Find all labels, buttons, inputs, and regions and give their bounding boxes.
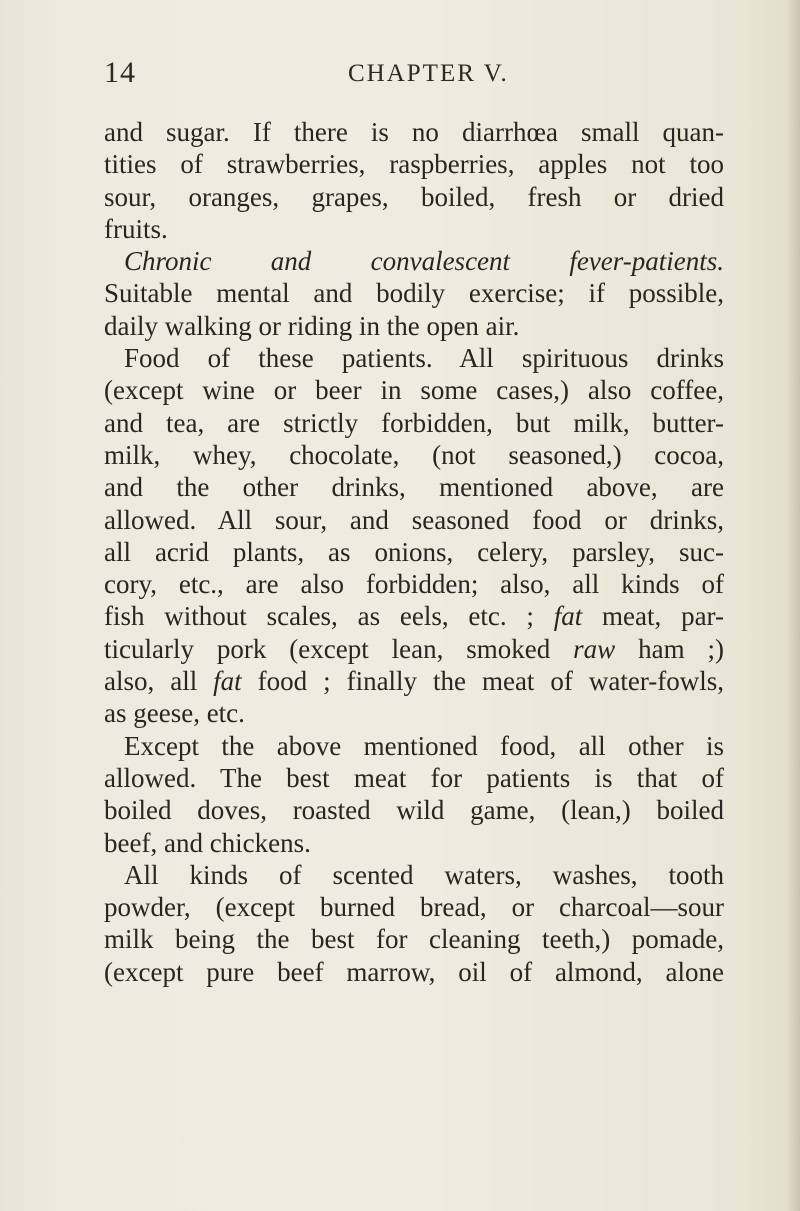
text-line: beef, and chickens. xyxy=(104,827,311,858)
text-line xyxy=(104,600,724,632)
text-line: and sugar. If there is no diarrhœa small quan- xyxy=(104,117,724,147)
text-run: ham ;) xyxy=(638,633,724,664)
text-line xyxy=(104,633,724,665)
text-run: ticularly pork (except lean, smoked xyxy=(104,633,551,664)
text-run: food ; finally the meat of water-fowls, xyxy=(257,666,724,697)
text-line: (except pure beef marrow, oil of almond, alone xyxy=(104,956,724,987)
text-line: tities of strawberries, raspberries, apples not too xyxy=(104,149,724,180)
text-run: fish without scales, as eels, etc. ; xyxy=(104,601,534,632)
italic-word: fat xyxy=(213,666,242,697)
italic-word: fat xyxy=(553,601,583,632)
text-line: cory, etc., are also forbidden; also, all kinds of xyxy=(104,569,724,600)
text-line: powder, (except burned bread, or charcoal—sour xyxy=(104,892,724,923)
page-header xyxy=(104,56,724,96)
text-line: boiled doves, roasted wild game, (lean,) boiled xyxy=(104,795,724,826)
section-heading xyxy=(104,245,724,277)
text-run: meat, par- xyxy=(602,601,724,632)
text-line: (except wine or beer in some cases,) also coffee, xyxy=(104,375,724,406)
italic-word: raw xyxy=(573,633,616,664)
text-line: all acrid plants, as onions, celery, parsley, suc- xyxy=(104,536,724,567)
text-line: allowed. The best meat for patients is that of xyxy=(104,762,724,793)
text-line: milk, whey, chocolate, (not seasoned,) cocoa, xyxy=(104,439,724,470)
text-line: Suitable mental and bodily exercise; if possible, xyxy=(104,278,724,309)
section-heading-text: Chronic and convalescent fever-patients. xyxy=(124,246,724,277)
text-run: also, all xyxy=(104,666,198,697)
text-line: Food of these patients. All spirituous drinks xyxy=(124,343,724,374)
text-line: allowed. All sour, and seasoned food or drinks, xyxy=(104,504,724,535)
text-line: daily walking or riding in the open air. xyxy=(104,310,520,341)
running-head: CHAPTER V. xyxy=(348,60,509,87)
text-line: Except the above mentioned food, all other is xyxy=(124,730,724,761)
page-edge-shadow xyxy=(786,0,800,1211)
text-line xyxy=(104,665,724,697)
text-line: All kinds of scented waters, washes, tooth xyxy=(124,859,724,890)
text-line: fruits. xyxy=(104,213,168,244)
text-line: and the other drinks, mentioned above, are xyxy=(104,472,724,503)
body-text xyxy=(104,116,724,988)
text-line: and tea, are strictly forbidden, but milk, butter- xyxy=(104,407,724,438)
text-line: milk being the best for cleaning teeth,) pomade, xyxy=(104,924,724,955)
text-line: as geese, etc. xyxy=(104,698,245,729)
page-number: 14 xyxy=(104,56,136,89)
text-line: sour, oranges, grapes, boiled, fresh or dried xyxy=(104,181,724,212)
